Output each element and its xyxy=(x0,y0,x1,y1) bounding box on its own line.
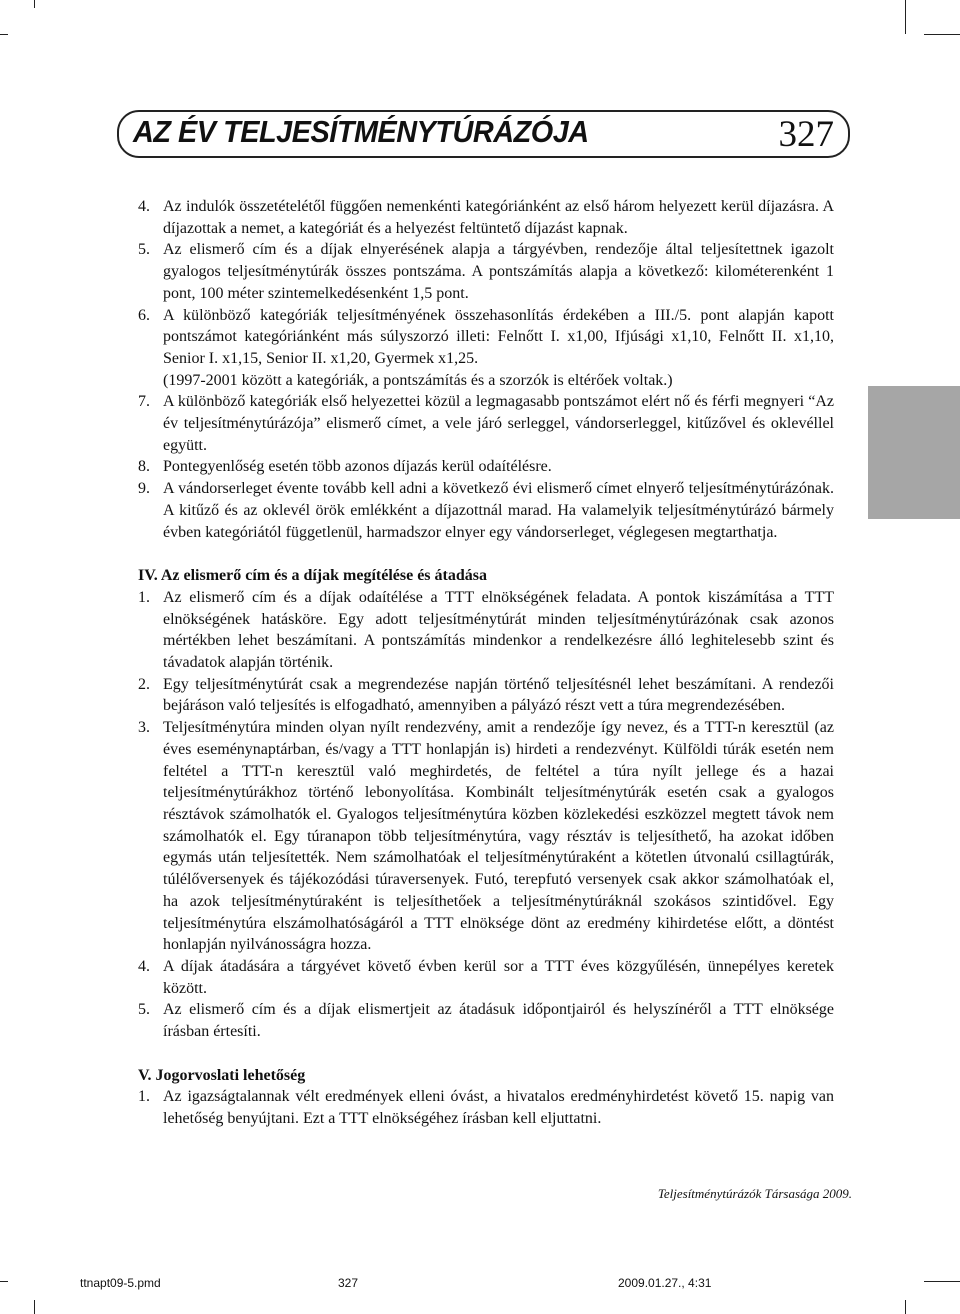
crop-mark xyxy=(0,34,8,35)
page-number: 327 xyxy=(778,114,834,155)
footer-page: 327 xyxy=(338,1276,359,1290)
item-text: Az indulók összetételétől függően nemenkénti kategóriánként az első három helyezett kerül díjazásra. A díjazottak a nemet, a kategóriát és a helyezést feltüntető díjazást kapnak. xyxy=(163,198,834,237)
item-number: 9. xyxy=(138,480,150,498)
side-tab-marker xyxy=(868,386,960,519)
page-header xyxy=(117,110,850,158)
list-item xyxy=(138,196,834,239)
item-number: 7. xyxy=(138,393,150,411)
item-text: Az igazságtalannak vélt eredmények elleni óvást, a hivatalos eredményhirdetést követő 15. napig van lehetőség benyújtani. Ezt a TTT elnökségéhez írásban kell eljuttatni. xyxy=(163,1088,834,1128)
item-text: Egy teljesítménytúrát csak a megrendezése napján történő teljesítésnél lehet beszámítani. A rendezői bejáráson való teljesítés is elfogadható, amennyiben a pályázó részt vett a túra megrendezésében. xyxy=(163,675,834,715)
list-item xyxy=(138,456,834,478)
list-item xyxy=(138,956,834,999)
crop-mark xyxy=(924,1281,960,1282)
list-item xyxy=(138,478,834,543)
signature-line: Teljesítménytúrázók Társasága 2009. xyxy=(657,1186,852,1201)
item-text: Az elismerő cím és a díjak odaítélése a TTT elnökségének feladata. A pontok kiszámítása a TTT elnökségének hatásköre. Egy adott teljesítménytúrát minden teljesítménytúrázónak csak azonos mértékben lehet beszámítani. A pontszámítás mindenkor a rendelkezésre álló leghitelesebb szint és távadatok alapján történik. xyxy=(163,588,834,672)
item-number: 1. xyxy=(138,1088,150,1106)
item-note: (1997-2001 között a kategóriák, a pontszámítás és a szorzók is eltérőek voltak.) xyxy=(163,371,673,389)
item-number: 5. xyxy=(138,241,150,259)
section-title: Jogorvoslati lehetőség xyxy=(155,1066,306,1084)
item-number: 6. xyxy=(138,306,150,324)
page-title: AZ ÉV TELJESÍTMÉNYTÚRÁZÓJA xyxy=(133,114,589,149)
footer-filename: ttnapt09-5.pmd xyxy=(80,1276,161,1290)
item-text: A vándorserleget évente tovább kell adni a következő évi elismerő címet elnyerő teljesítménytúrázónak. A kitűző és az oklevél örök emlékként a díjazottnál marad. Ha valamelyik teljesítménytúrázó bármely évben kategóriától függetlenül, harmadszor elnyer egy vándorserleget, véglegesen megtarthatja. xyxy=(163,480,834,541)
document-body xyxy=(138,196,834,1130)
list-item xyxy=(138,587,834,674)
item-text: Pontegyenlőség esetén több azonos díjazás kerül odaítélésre. xyxy=(163,458,552,476)
crop-mark xyxy=(905,1300,906,1314)
footer-datetime: 2009.01.27., 4:31 xyxy=(618,1276,712,1290)
item-number: 2. xyxy=(138,675,150,693)
item-text: Az elismerő cím és a díjak elnyerésének alapja a tárgyévben, rendezője által teljesítettnek igazolt gyalogos teljesítménytúrák összes pontszáma. A pontszámítás alapja a következő: kilométerenként 1 pont, 100 méter szintemelkedésenként 1,5 pont. xyxy=(163,241,834,302)
crop-mark xyxy=(34,0,35,8)
section-title: Az elismerő cím és a díjak megítélése és átadása xyxy=(160,567,487,585)
item-text: A különböző kategóriák első helyezettei közül a legmagasabb pontszámot elért nő és férfi megnyeri “Az év teljesítménytúrázója” elismerő címet, a vele járó serleggel, vándorserleggel, kitűzővel és oklevéllel együtt. xyxy=(163,393,834,454)
list-item xyxy=(138,1086,834,1129)
list-item xyxy=(138,239,834,304)
section-number: IV. xyxy=(138,567,158,585)
item-number: 5. xyxy=(138,1001,150,1019)
item-text: Teljesítménytúra minden olyan nyílt rendezvény, amit a rendezője így nevez, és a TTT-n keresztül (az éves eseménynaptárban, és/vagy a TTT honlapján is) hirdeti a rendezvényt. Külföldi túrák esetén nem feltétel a TTT-n keresztül való meghirdetés, de feltétel a túra nyílt jellege és a hazai teljesítménytúrákhoz történő lebonyolítása. Kombinált teljesítménytúrák esetén csak a gyalogos résztávok számolhatók el. Gyalogos teljesítménytúra közben közlekedési eszközzel megtett távok nem számolhatók el. Egy túranapon több teljesítménytúra, vagy résztáv is teljesíthető, ha azokat időben egymás után teljesítették. Nem számolhatóak el teljesítménytúraként a kötetlen útvonalú csillagtúrák, túlélőversenyek és tájékozódási túraversenyek. Futó, terepfutó versenyek csak akkor számolhatóak el, ha azok teljesítménytúraként is teljesíthetőek a teljesítménytúráknál szokásos szintidővel. Egy teljesítménytúra elszámolhatóságáról a TTT elnöksége dönt az eredmény kihirdetése előtt, a döntést honlapján nyilvánosságra hozza. xyxy=(163,719,834,954)
crop-mark xyxy=(905,0,906,34)
list-item xyxy=(138,717,834,956)
list-item xyxy=(138,999,834,1042)
item-number: 3. xyxy=(138,719,150,737)
list-item xyxy=(138,391,834,456)
item-text: A díjak átadására a tárgyévet követő évben kerül sor a TTT éves közgyűlésén, ünnepélyes keretek között. xyxy=(163,957,834,997)
crop-mark xyxy=(34,1300,35,1314)
crop-mark xyxy=(924,34,960,35)
item-number: 4. xyxy=(138,198,150,215)
item-number: 4. xyxy=(138,957,150,975)
crop-mark xyxy=(0,1281,8,1282)
list-item xyxy=(138,674,834,717)
section-heading xyxy=(138,1065,834,1087)
item-number: 1. xyxy=(138,588,150,606)
list-item xyxy=(138,305,834,392)
item-text: Az elismerő cím és a díjak elismertjeit az átadásuk időpontjairól és helyszínéről a TTT elnöksége írásban értesíti. xyxy=(163,1001,834,1041)
item-number: 8. xyxy=(138,458,150,476)
section-number: V. xyxy=(138,1066,152,1084)
item-text: A különböző kategóriák teljesítményének összehasonlítás érdekében a III./5. pont alapján kapott pontszámot kategóriánként más súlyszorzó illeti: Felnőtt I. x1,00, Ifjúsági x1,10, Felnőtt II. x1,10, Senior I. x1,15, Senior II. x1,20, Gyermek x1,25. xyxy=(163,306,834,367)
section-heading xyxy=(138,565,834,587)
